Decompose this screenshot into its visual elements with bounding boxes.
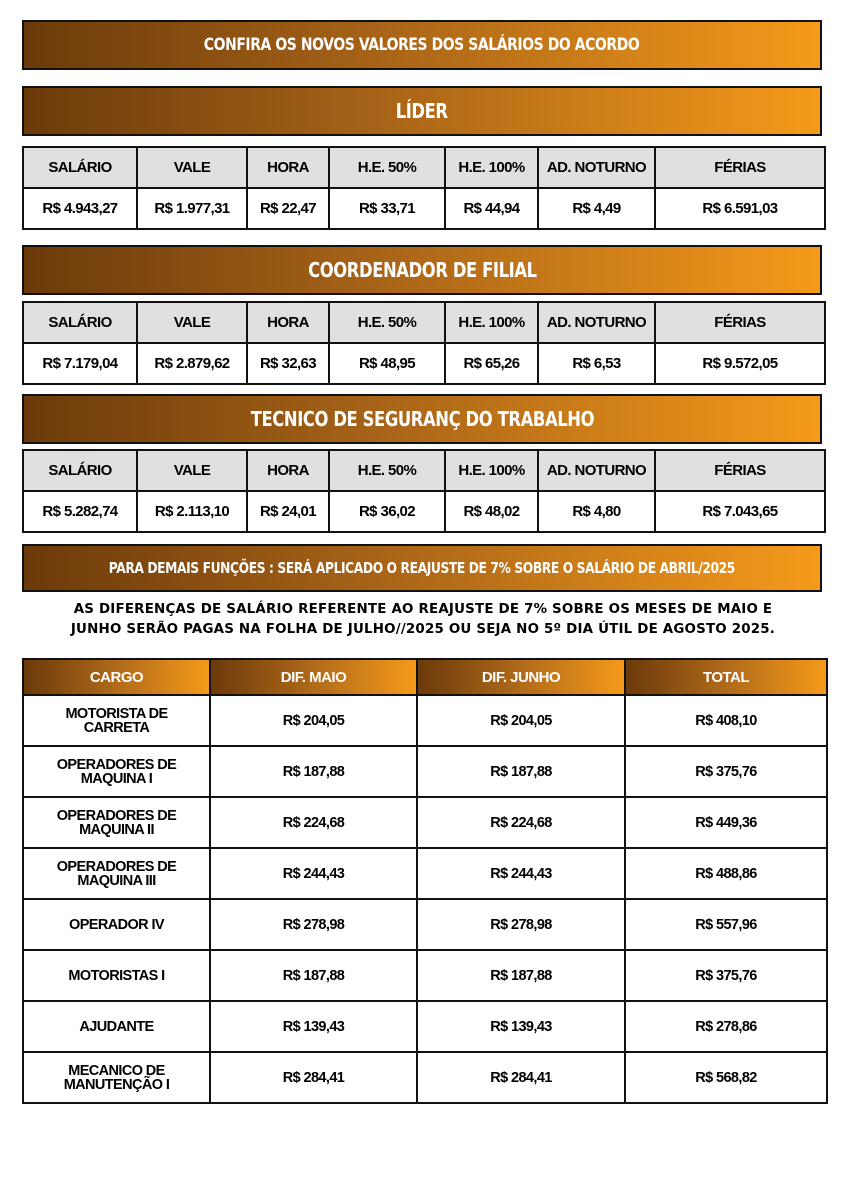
page-title: CONFIRA OS NOVOS VALORES DOS SALÁRIOS DO ACORDO	[204, 35, 640, 55]
cell-cargo	[23, 746, 210, 797]
cell-cargo	[23, 848, 210, 899]
header-he100: H.E. 100%	[445, 302, 538, 343]
cell-cargo	[23, 1052, 210, 1103]
value-ferias: R$ 6.591,03	[655, 188, 825, 229]
value-he100: R$ 44,94	[445, 188, 538, 229]
value-vale: R$ 1.977,31	[137, 188, 247, 229]
cargo-line: MANUTENÇÃO I	[63, 1076, 170, 1093]
value-ferias: R$ 7.043,65	[655, 491, 825, 532]
demais-funcoes-text: PARA DEMAIS FUNÇÕES : SERÁ APLICADO O REAJUSTE DE 7% SOBRE O SALÁRIO DE ABRIL/2025	[108, 559, 736, 577]
cell-dif-maio: R$ 139,43	[210, 1001, 417, 1052]
cell-dif-maio: R$ 244,43	[210, 848, 417, 899]
table-row	[23, 188, 825, 229]
cell-dif-maio: R$ 284,41	[210, 1052, 417, 1103]
table-row	[23, 1052, 827, 1103]
value-ferias: R$ 9.572,05	[655, 343, 825, 384]
value-salario: R$ 5.282,74	[23, 491, 137, 532]
cell-cargo	[23, 950, 210, 1001]
cell-cargo	[23, 899, 210, 950]
cell-dif-junho: R$ 187,88	[417, 746, 625, 797]
note-line: JUNHO SERÃO PAGAS NA FOLHA DE JULHO//2025 OU SEJA NO 5º DIA ÚTIL DE AGOSTO 2025.	[70, 622, 776, 637]
header-total: TOTAL	[625, 659, 827, 695]
header-he50: H.E. 50%	[329, 302, 445, 343]
value-ad-noturno: R$ 4,49	[538, 188, 655, 229]
section-banner-coordenador	[22, 245, 822, 295]
value-he50: R$ 36,02	[329, 491, 445, 532]
table-row	[23, 343, 825, 384]
cell-dif-junho: R$ 139,43	[417, 1001, 625, 1052]
table-header-row	[23, 147, 825, 188]
cell-total: R$ 375,76	[625, 950, 827, 1001]
table-row	[23, 848, 827, 899]
header-hora: HORA	[247, 450, 329, 491]
header-hora: HORA	[247, 147, 329, 188]
cargo-line: OPERADORES DE	[56, 807, 177, 824]
cargo-line: OPERADOR IV	[69, 916, 164, 933]
value-ad-noturno: R$ 6,53	[538, 343, 655, 384]
header-salario: SALÁRIO	[23, 147, 137, 188]
cell-dif-maio: R$ 278,98	[210, 899, 417, 950]
cell-total: R$ 449,36	[625, 797, 827, 848]
section-title: TECNICO DE SEGURANÇ DO TRABALHO	[250, 407, 594, 431]
cell-total: R$ 408,10	[625, 695, 827, 746]
salary-table-coordenador	[22, 301, 826, 385]
salary-table-lider	[22, 146, 826, 230]
cell-total: R$ 557,96	[625, 899, 827, 950]
section-title: COORDENADOR DE FILIAL	[307, 258, 537, 282]
header-dif-maio: DIF. MAIO	[210, 659, 417, 695]
cell-total: R$ 488,86	[625, 848, 827, 899]
cargo-line: MOTORISTAS I	[68, 967, 165, 984]
differences-table	[22, 658, 828, 1104]
cell-total: R$ 375,76	[625, 746, 827, 797]
salary-table-tecnico	[22, 449, 826, 533]
payment-note	[22, 600, 824, 640]
cell-dif-junho: R$ 284,41	[417, 1052, 625, 1103]
header-vale: VALE	[137, 450, 247, 491]
header-he100: H.E. 100%	[445, 450, 538, 491]
table-header-row	[23, 450, 825, 491]
cargo-line: AJUDANTE	[79, 1018, 154, 1035]
page-title-banner	[22, 20, 822, 70]
section-banner-tecnico	[22, 394, 822, 444]
value-ad-noturno: R$ 4,80	[538, 491, 655, 532]
table-row	[23, 695, 827, 746]
cell-dif-junho: R$ 244,43	[417, 848, 625, 899]
section-banner-lider	[22, 86, 822, 136]
value-he50: R$ 48,95	[329, 343, 445, 384]
table-row	[23, 950, 827, 1001]
header-ad-noturno: AD. NOTURNO	[538, 147, 655, 188]
header-he50: H.E. 50%	[329, 450, 445, 491]
section-title: LÍDER	[396, 99, 448, 123]
cargo-line: MAQUINA I	[80, 770, 153, 787]
header-he50: H.E. 50%	[329, 147, 445, 188]
cell-dif-junho: R$ 187,88	[417, 950, 625, 1001]
cargo-line: OPERADORES DE	[56, 756, 177, 773]
table-header-row	[23, 302, 825, 343]
value-salario: R$ 7.179,04	[23, 343, 137, 384]
value-hora: R$ 24,01	[247, 491, 329, 532]
cell-dif-junho: R$ 204,05	[417, 695, 625, 746]
table-row	[23, 1001, 827, 1052]
differences-header-row	[23, 659, 827, 695]
cell-total: R$ 278,86	[625, 1001, 827, 1052]
value-salario: R$ 4.943,27	[23, 188, 137, 229]
cargo-line: MAQUINA III	[77, 872, 156, 889]
cell-cargo	[23, 1001, 210, 1052]
value-he100: R$ 48,02	[445, 491, 538, 532]
table-row	[23, 797, 827, 848]
table-row	[23, 491, 825, 532]
table-row	[23, 899, 827, 950]
header-hora: HORA	[247, 302, 329, 343]
header-ferias: FÉRIAS	[655, 450, 825, 491]
header-he100: H.E. 100%	[445, 147, 538, 188]
cargo-line: MAQUINA II	[79, 821, 154, 838]
cell-dif-maio: R$ 204,05	[210, 695, 417, 746]
cell-dif-junho: R$ 278,98	[417, 899, 625, 950]
header-salario: SALÁRIO	[23, 302, 137, 343]
header-cargo: CARGO	[23, 659, 210, 695]
header-vale: VALE	[137, 147, 247, 188]
header-vale: VALE	[137, 302, 247, 343]
cell-dif-junho: R$ 224,68	[417, 797, 625, 848]
cell-dif-maio: R$ 187,88	[210, 950, 417, 1001]
cell-dif-maio: R$ 224,68	[210, 797, 417, 848]
header-salario: SALÁRIO	[23, 450, 137, 491]
cell-cargo	[23, 797, 210, 848]
header-ferias: FÉRIAS	[655, 147, 825, 188]
value-vale: R$ 2.879,62	[137, 343, 247, 384]
value-hora: R$ 22,47	[247, 188, 329, 229]
header-dif-junho: DIF. JUNHO	[417, 659, 625, 695]
cell-total: R$ 568,82	[625, 1052, 827, 1103]
cell-dif-maio: R$ 187,88	[210, 746, 417, 797]
header-ferias: FÉRIAS	[655, 302, 825, 343]
value-he50: R$ 33,71	[329, 188, 445, 229]
cargo-line: CARRETA	[83, 719, 150, 736]
cargo-line: MECANICO DE	[68, 1062, 165, 1079]
header-ad-noturno: AD. NOTURNO	[538, 450, 655, 491]
header-ad-noturno: AD. NOTURNO	[538, 302, 655, 343]
cell-cargo	[23, 695, 210, 746]
table-row	[23, 746, 827, 797]
cargo-line: MOTORISTA DE	[65, 705, 168, 722]
cargo-line: OPERADORES DE	[56, 858, 177, 875]
note-line: AS DIFERENÇAS DE SALÁRIO REFERENTE AO REAJUSTE DE 7% SOBRE OS MESES DE MAIO E	[73, 602, 773, 617]
demais-funcoes-banner	[22, 544, 822, 592]
value-vale: R$ 2.113,10	[137, 491, 247, 532]
value-he100: R$ 65,26	[445, 343, 538, 384]
value-hora: R$ 32,63	[247, 343, 329, 384]
